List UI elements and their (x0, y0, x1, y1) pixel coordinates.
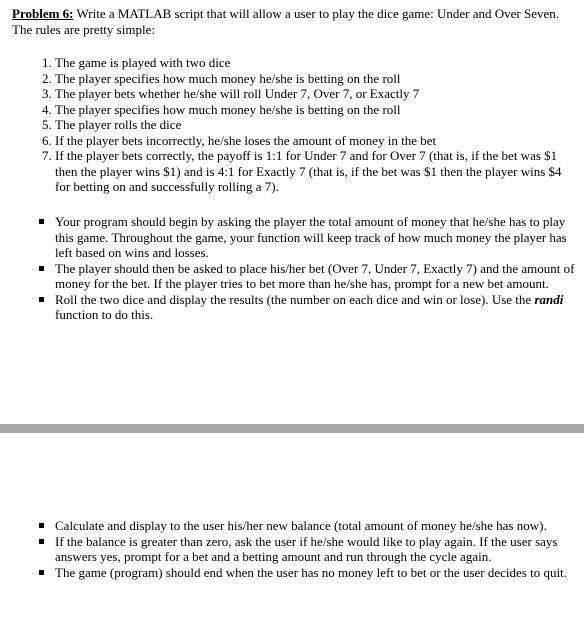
rule-item: 1. The game is played with two dice (55, 55, 575, 71)
requirement-item: The game (program) should end when the user has no money left to bet or the user decides to quit. (55, 565, 575, 581)
rule-item: 2. The player specifies how much money he/she is betting on the roll (55, 71, 575, 87)
page-divider (0, 424, 584, 433)
requirement-item: Your program should begin by asking the player the total amount of money that he/she has to play this game. Throughout the game, your function will keep track of how much money the player has left based on wins and losses. (55, 214, 575, 261)
requirement-item: The player should then be asked to place his/her bet (Over 7, Under 7, Exactly 7) and the amount of money for the bet. If the player tries to bet more than he/she has, prompt for a new bet amount. (55, 260, 575, 291)
rule-item: 3. The player bets whether he/she will roll Under 7, Over 7, or Exactly 7 (55, 86, 575, 102)
requirement-text: Roll the two dice and display the results (the number on each dice and win or lose). Use the (55, 291, 535, 307)
function-name: randi (534, 291, 564, 307)
rule-item: 5. The player rolls the dice (55, 117, 575, 133)
problem-label: Problem 6: (12, 6, 74, 21)
requirement-text: function to do this. (55, 307, 154, 322)
problem-intro-text: Write a MATLAB script that will allow a user to play the dice game: Under and Over Seven. The rules are pretty simple: (12, 6, 560, 37)
rules-list (34, 55, 575, 195)
requirements-list-top (34, 214, 575, 323)
requirement-item: Calculate and display to the user his/her new balance (total amount of money he/she has now). (55, 518, 575, 534)
problem-intro (12, 6, 572, 37)
rule-item: 6. If the player bets incorrectly, he/she loses the amount of money in the bet (55, 133, 575, 149)
requirements-list-bottom (34, 518, 575, 580)
rule-item: 7. If the player bets correctly, the payoff is 1:1 for Under 7 and for Over 7 (that is, if the bet was $1 then the player wins $1) and is 4:1 for Exactly 7 (that is, if the bet was $1 then the player wins $4 for betting on and successfully rolling a 7). (55, 148, 575, 195)
rule-item: 4. The player specifies how much money he/she is betting on the roll (55, 102, 575, 118)
requirement-item (55, 292, 575, 323)
requirement-item: If the balance is greater than zero, ask the user if he/she would like to play again. If the user says answers yes, prompt for a bet and a betting amount and run through the cycle again. (55, 534, 575, 565)
